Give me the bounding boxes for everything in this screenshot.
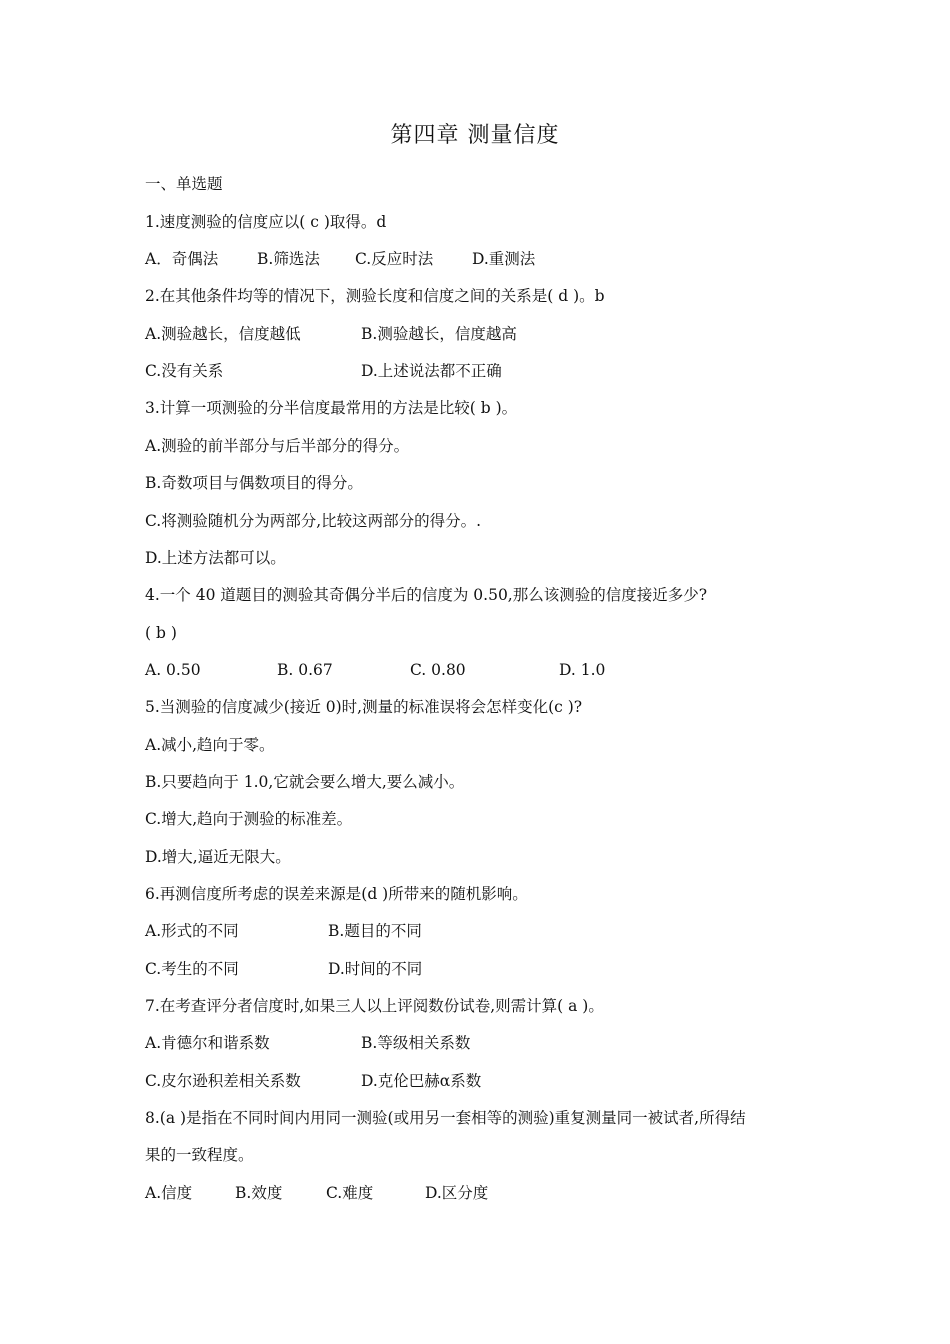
q8-option-c: C.难度 <box>326 1184 374 1202</box>
q3-option-b: B.奇数项目与偶数项目的得分。 <box>145 474 363 492</box>
q8-option-a: A.信度 <box>145 1184 193 1202</box>
q2-option-c: C.没有关系 <box>145 362 224 380</box>
q6-option-b: B.题目的不同 <box>328 922 422 940</box>
q6-option-a: A.形式的不同 <box>145 922 239 940</box>
q3-option-c: C.将测验随机分为两部分,比较这两部分的得分。. <box>145 512 482 530</box>
q5-option-c: C.增大,趋向于测验的标准差。 <box>145 810 353 828</box>
q7-option-a: A.肯德尔和谐系数 <box>145 1034 270 1052</box>
page-title: 第四章 测量信度 <box>390 123 560 148</box>
question-2: 2.在其他条件均等的情况下，测验长度和信度之间的关系是( d )。b <box>145 287 605 305</box>
section-heading: 一、单选题 <box>145 175 223 193</box>
question-6: 6.再测信度所考虑的误差来源是(d )所带来的随机影响。 <box>145 885 528 903</box>
question-8-continued: 果的一致程度。 <box>145 1146 254 1164</box>
q5-option-d: D.增大,逼近无限大。 <box>145 848 291 866</box>
q8-option-b: B.效度 <box>235 1184 283 1202</box>
q1-option-b: B.筛选法 <box>257 250 320 268</box>
q2-option-d: D.上述说法都不正确 <box>361 362 502 380</box>
q2-option-a: A.测验越长，信度越低 <box>145 325 301 343</box>
q5-option-a: A.减小,趋向于零。 <box>145 736 275 754</box>
question-3: 3.计算一项测验的分半信度最常用的方法是比较( b )。 <box>145 399 518 417</box>
q4-option-a: A. 0.50 <box>145 661 201 679</box>
question-8: 8.(a )是指在不同时间内用同一测验(或用另一套相等的测验)重复测量同一被试者,所得结 <box>145 1109 746 1127</box>
question-4: 4.一个 40 道题目的测验其奇偶分半后的信度为 0.50,那么该测验的信度接近多少? <box>145 586 708 604</box>
q3-option-d: D.上述方法都可以。 <box>145 549 286 567</box>
question-5: 5.当测验的信度减少(接近 0)时,测量的标准误将会怎样变化(c )? <box>145 698 583 716</box>
question-1: 1.速度测验的信度应以( c )取得。d <box>145 213 387 231</box>
q2-option-b: B.测验越长，信度越高 <box>361 325 517 343</box>
q1-option-c: C.反应时法 <box>355 250 434 268</box>
q4-option-c: C. 0.80 <box>410 661 466 679</box>
q7-option-c: C.皮尔逊积差相关系数 <box>145 1072 301 1090</box>
q1-option-a: A．奇偶法 <box>145 250 219 268</box>
q1-option-d: D.重测法 <box>472 250 536 268</box>
q3-option-a: A.测验的前半部分与后半部分的得分。 <box>145 437 410 455</box>
q6-option-d: D.时间的不同 <box>328 960 423 978</box>
q4-answer: ( b ) <box>145 624 177 642</box>
q8-option-d: D.区分度 <box>425 1184 489 1202</box>
q6-option-c: C.考生的不同 <box>145 960 239 978</box>
q7-option-b: B.等级相关系数 <box>361 1034 471 1052</box>
q7-option-d: D.克伦巴赫α系数 <box>361 1072 482 1090</box>
q4-option-b: B. 0.67 <box>277 661 333 679</box>
question-7: 7.在考查评分者信度时,如果三人以上评阅数份试卷,则需计算( a )。 <box>145 997 604 1015</box>
q5-option-b: B.只要趋向于 1.0,它就会要么增大,要么减小。 <box>145 773 465 791</box>
q4-option-d: D. 1.0 <box>559 661 606 679</box>
